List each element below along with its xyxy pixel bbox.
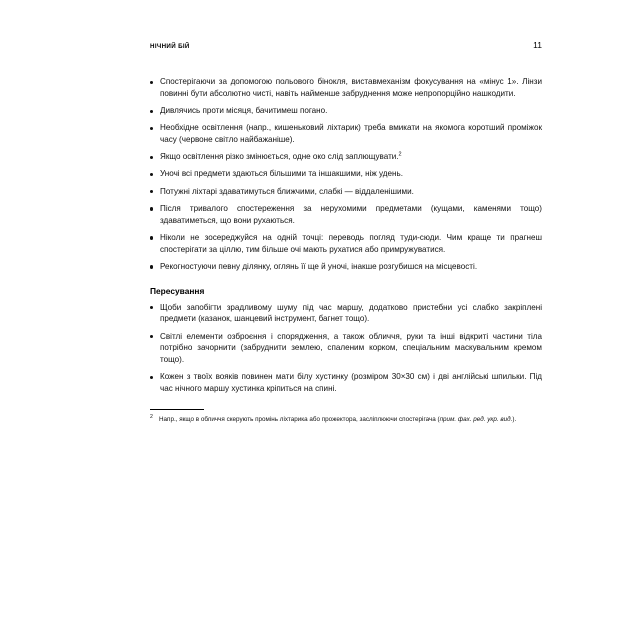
footnote-divider [150, 409, 204, 410]
list-item: Дивлячись проти місяця, бачитимеш погано. [150, 105, 542, 117]
list-item: Ніколи не зосереджуйся на одній точці: переводь погляд туди-сюди. Чим краще ти прагнеш спостерігати за ціллю, тим більше очі мають рухатися або примружуватися. [150, 232, 542, 255]
footnote-area [52, 409, 578, 424]
list-item-text: Якщо освітлення різко змінюється, одне око слід заплющувати. [160, 152, 399, 162]
list-item [150, 151, 542, 163]
footnote-italic: прим. фах. ред. укр. вид. [439, 415, 513, 423]
footnote-end: ). [512, 415, 517, 423]
list-item: Потужні ліхтарі здаватимуться ближчими, слабкі — віддаленішими. [150, 186, 542, 198]
page-number: 11 [533, 40, 542, 50]
page-header [52, 40, 578, 50]
page-body [52, 76, 578, 395]
movement-bullet-list [150, 302, 542, 395]
list-item: Світлі елементи озброєння і спорядження, а також обличчя, руки та інші відкриті частини тіла потрібно зачорнити (забруднити землею, спаленим корком, спеціальним маскувальним кремом тощо). [150, 331, 542, 366]
footnote-reference: 2 [398, 151, 402, 158]
observation-bullet-list [150, 76, 542, 273]
list-item: Спостерігаючи за допомогою польового бінокля, виставмеханізм фокусування на «мінус 1». Лінзи повинні бути абсолютно чисті, навіть найменше забруднення може непропорційно нашкодити. [150, 76, 542, 99]
footnote-body: Напр., якщо в обличчя скерують промінь ліхтарика або прожектора, засліплюючи спостерігача ( [159, 415, 440, 423]
footnote-text [150, 415, 542, 424]
running-title: НІЧНИЙ БІЙ [150, 43, 190, 50]
footnote-marker: 2 [150, 413, 153, 420]
section-heading-movement: Пересування [150, 285, 205, 296]
list-item: Щоби запобігти зрадливому шуму під час маршу, додатково пристебни усі слабко закріплені предмети (казанок, шанцевий інструмент, багнет тощо). [150, 302, 542, 325]
list-item: Уночі всі предмети здаються більшими та іншакшими, ніж удень. [150, 168, 542, 180]
list-item: Рекогностуючи певну ділянку, оглянь її ще й уночі, інакше розгубишся на місцевості. [150, 261, 542, 273]
list-item: Необхідне освітлення (напр., кишеньковий ліхтарик) треба вмикати на якомога коротший проміжок часу (червоне світло найбажаніше). [150, 122, 542, 145]
list-item: Після тривалого спостереження за нерухомими предметами (кущами, каменями тощо) здаватиметься, що вони рухаються. [150, 203, 542, 226]
list-item: Кожен з твоїх вояків повинен мати білу хустинку (розміром 30×30 см) і дві англійські шпильки. Під час нічного маршу хустинка кріпиться на спині. [150, 371, 542, 394]
